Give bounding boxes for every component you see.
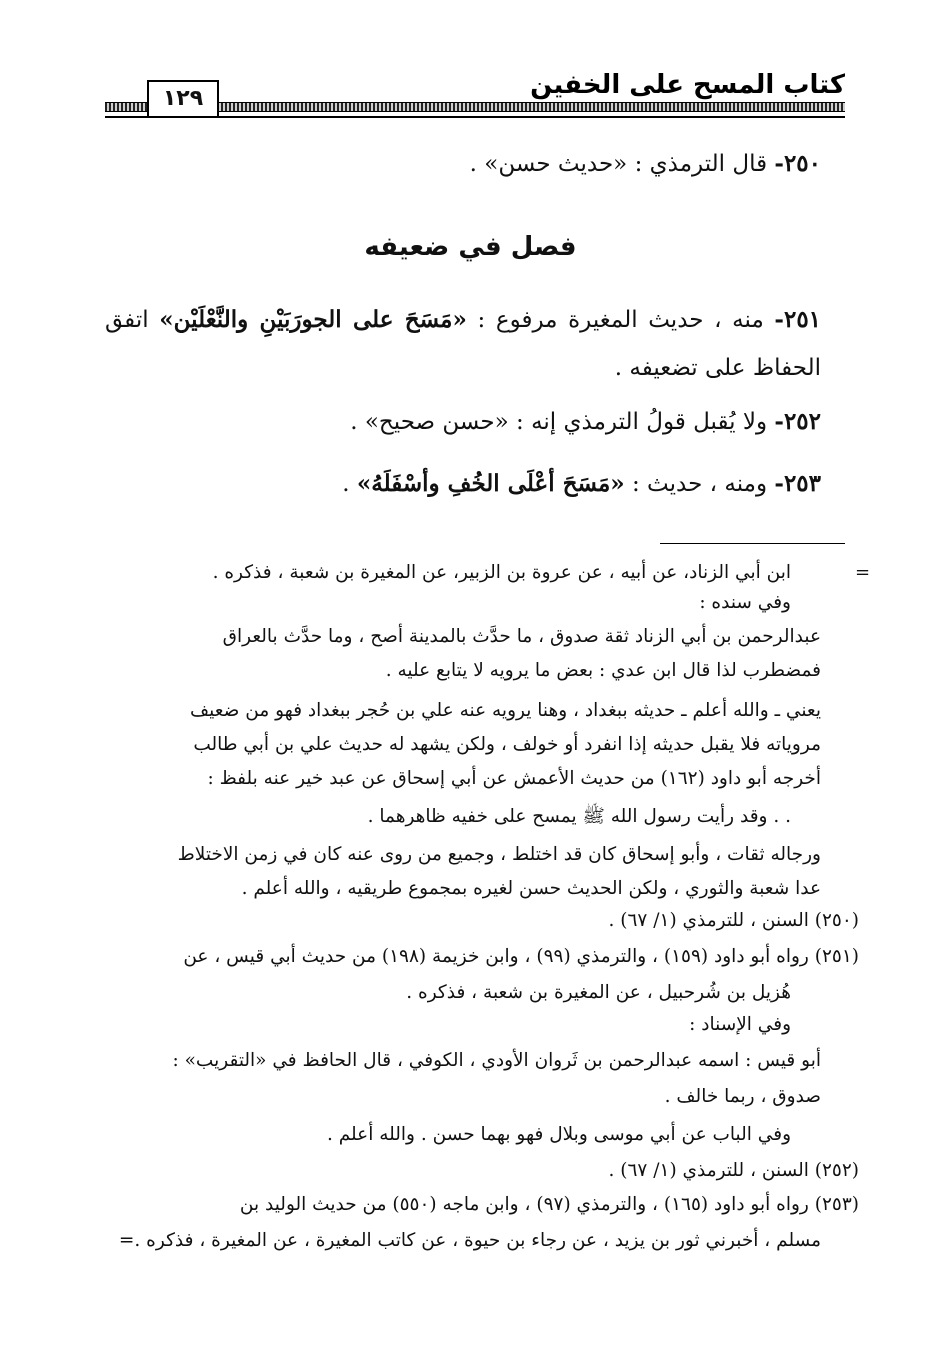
item-250 <box>470 150 821 177</box>
footnote-line: وفي سنده : <box>699 592 791 613</box>
hadith-quote: «مَسَحَ أعْلَى الخُفِ وأسْفَلَهُ» <box>356 470 625 497</box>
footnote-separator <box>660 543 845 544</box>
item-text: ولا يُقبل قولُ الترمذي إنه : «حسن صحيح» . <box>350 409 768 435</box>
footnote-line: عبدالرحمن بن أبي الزناد ثقة صدوق ، ما حدَّث بالمدينة أصح ، وما حدَّث بالعراق <box>222 626 821 647</box>
book-title: كتاب المسح على الخفين <box>530 70 845 100</box>
footnote-ref-252: (٢٥٢) السنن ، للترمذي (١/ ٦٧) . <box>608 1160 859 1181</box>
hadith-quote: «مَسَحَ على الجورَبَيْنِ والنَّعْلَيْن» <box>159 306 467 333</box>
page-number: ١٢٩ <box>147 80 219 118</box>
item-253 <box>342 470 821 497</box>
footnote-line: يعني ـ والله أعلم ـ حديثه ببغداد ، وهنا يرويه عنه علي بن حُجر ببغداد فهو من ضعيف <box>189 700 821 721</box>
item-number: ٢٥٣- <box>774 470 821 497</box>
item-number: ٢٥٠- <box>774 150 821 177</box>
footnote-ref-251: (٢٥١) رواه أبو داود (١٥٩) ، والترمذي (٩٩) ، وابن خزيمة (١٩٨) من حديث أبي قيس ، عن <box>183 946 859 967</box>
footnote-line: عدا شعبة والثوري ، ولكن الحديث حسن لغيره بمجموع طريقيه ، والله أعلم . <box>241 878 821 899</box>
item-lead: ومنه ، حديث : <box>631 471 768 497</box>
footnote-ref-250: (٢٥٠) السنن ، للترمذي (١/ ٦٧) . <box>608 910 859 931</box>
item-number: ٢٥١- <box>774 306 822 333</box>
footnote-line: ورجاله ثقات ، وأبو إسحاق كان قد اختلط ، وجميع من روى عنه كان في زمن الاختلاط <box>177 844 821 865</box>
item-252 <box>350 408 821 435</box>
footnote-line: مسلم ، أخبرني ثور بن يزيد ، عن رجاء بن حيوة ، عن كاتب المغيرة ، عن المغيرة ، فذكره .= <box>118 1230 821 1251</box>
section-heading: فصل في ضعيفه <box>364 232 577 262</box>
item-251 <box>105 296 821 392</box>
footnote-line: وفي الإسناد : <box>689 1014 791 1035</box>
item-number: ٢٥٢- <box>774 408 821 435</box>
footnote-line: ابن أبي الزناد، عن أبيه ، عن عروة بن الزبير، عن المغيرة بن شعبة ، فذكره . <box>212 562 791 583</box>
item-tail: اتفق الحفاظ على تضعيفه . <box>105 307 821 381</box>
item-text: قال الترمذي : «حديث حسن» . <box>469 151 768 177</box>
page-header <box>105 62 845 120</box>
item-tail: . <box>342 471 350 497</box>
footnote-line: . . وقد رأيت رسول الله ﷺ يمسح على خفيه ظاهرهما . <box>367 806 791 827</box>
continuation-mark: = <box>855 562 871 583</box>
item-lead: منه ، حديث المغيرة مرفوع : <box>477 307 764 333</box>
footnote-line: وفي الباب عن أبي موسى وبلال فهو بهما حسن . والله أعلم . <box>326 1124 791 1145</box>
footnote-line: فمضطرب لذا قال ابن عدي : بعض ما يرويه لا يتابع عليه . <box>385 660 821 681</box>
footnote-line: صدوق ، ربما خالف . <box>664 1086 821 1107</box>
footnote-line: أخرجه أبو داود (١٦٢) من حديث الأعمش عن أبي إسحاق عن عبد خير عنه بلفظ : <box>207 768 821 789</box>
footnote-line: أبو قيس : اسمه عبدالرحمن بن ثَروان الأودي ، الكوفي ، قال الحافظ في «التقريب» : <box>172 1050 821 1071</box>
footnote-line: مروياته فلا يقبل حديثه إذا انفرد أو خولف ، ولكن يشهد له حديث علي بن أبي طالب <box>193 734 821 755</box>
footnote-line: هُزيل بن شُرحبيل ، عن المغيرة بن شعبة ، فذكره . <box>406 982 791 1003</box>
footnote-ref-253: (٢٥٣) رواه أبو داود (١٦٥) ، والترمذي (٩٧) ، وابن ماجه (٥٥٠) من حديث الوليد بن <box>239 1194 859 1215</box>
